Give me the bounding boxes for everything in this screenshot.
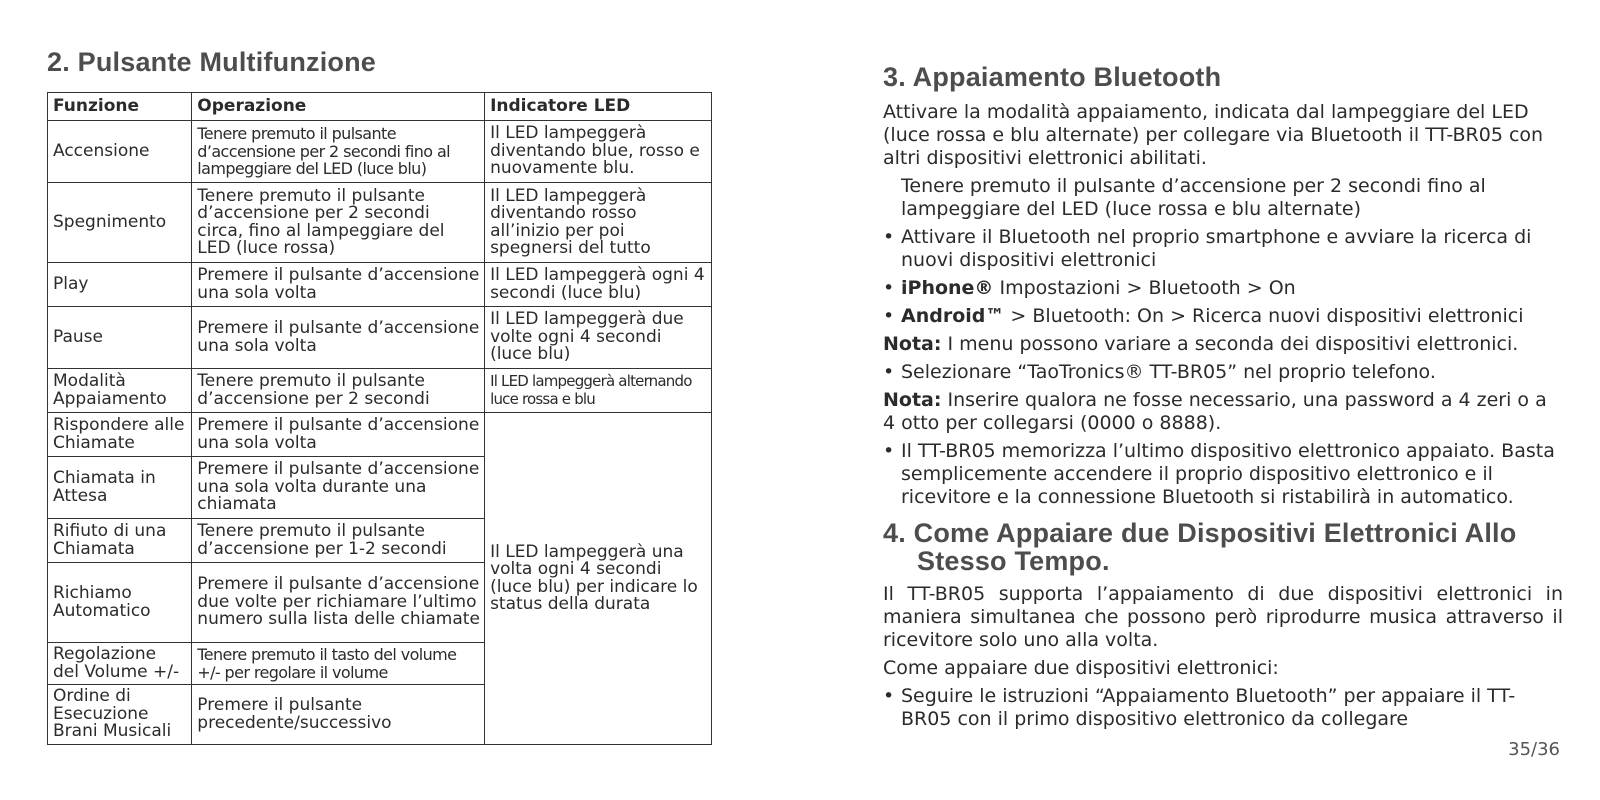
cell-operazione: Premere il pulsante d’accensione una sola volta [192, 263, 485, 307]
bullet: • [883, 685, 895, 707]
cell-operazione: Premere il pulsante precedente/successivo [192, 685, 485, 745]
cell-funzione: Accensione [48, 121, 192, 183]
cell-operazione: Premere il pulsante d’accensione una sola volta [192, 413, 485, 457]
right-page [883, 0, 1563, 800]
section-4-howto: Come appaiare due dispositivi elettronici: [883, 657, 1279, 679]
cell-operazione: Tenere premuto il pulsante d’accensione per 2 secondi [192, 369, 485, 413]
list-item: • Selezionare “TaoTronics® TT-BR05” nel proprio telefono. [883, 361, 1436, 383]
cell-led: Il LED lampeggerà due volte ogni 4 secondi (luce blu) [485, 307, 712, 369]
column-header-operazione: Operazione [192, 93, 485, 121]
android-label: Android™ [901, 305, 1005, 327]
list-item: • Android™ > Bluetooth: On > Ricerca nuovi dispositivi elettronici [883, 305, 1524, 327]
list-item: • iPhone® Impostazioni > Bluetooth > On [883, 277, 1296, 299]
cell-funzione: Pause [48, 307, 192, 369]
table-row [48, 263, 712, 307]
cell-operazione: Premere il pulsante d’accensione una sola volta durante una chiamata [192, 457, 485, 519]
table-header-row [48, 93, 712, 121]
cell-operazione: Tenere premuto il pulsante d’accensione per 2 secondi circa, fino al lampeggiare del LED (luce rossa) [192, 183, 485, 263]
section-4-list [883, 685, 1563, 731]
bullet: • [883, 277, 895, 299]
list-item: • Il TT-BR05 memorizza l’ultimo dispositivo elettronico appaiato. Basta semplicemente accendere il proprio dispositivo elettronico e il ricevitore e la connessione Bluetooth si ristabilirà in automatico. [883, 440, 1555, 508]
cell-funzione: Chiamata in Attesa [48, 457, 192, 519]
page-number: 35/36 [1508, 739, 1560, 760]
memory-list [883, 440, 1563, 509]
pairing-steps-list [883, 175, 1563, 328]
section-2-heading: 2. Pulsante Multifunzione [47, 47, 377, 77]
note-2: Nota: Inserire qualora ne fosse necessario, una password a 4 zeri o a 4 otto per collegarsi (0000 o 8888). [883, 389, 1547, 434]
cell-funzione: Richiamo Automatico [48, 563, 192, 643]
bullet: • [883, 305, 895, 327]
table-row [48, 121, 712, 183]
cell-led: Il LED lampeggerà alternando luce rossa e blu [485, 369, 712, 413]
cell-funzione: Regolazione del Volume +/- [48, 643, 192, 685]
cell-operazione: Premere il pulsante d’accensione una sola volta [192, 307, 485, 369]
cell-operazione: Tenere premuto il pulsante d’accensione per 1-2 secondi [192, 519, 485, 563]
cell-funzione: Spegnimento [48, 183, 192, 263]
cell-funzione: Rispondere alle Chiamate [48, 413, 192, 457]
cell-operazione: Premere il pulsante d’accensione due volte per richiamare l’ultimo numero sulla lista delle chiamate [192, 563, 485, 643]
cell-operazione: Tenere premuto il pulsante d’accensione per 2 secondi fino al lampeggiare del LED (luce blu) [192, 121, 485, 183]
cell-funzione: Modalità Appaiamento [48, 369, 192, 413]
section-4-heading: 4. Come Appaiare due Dispositivi Elettronici Allo Stesso Tempo. [883, 518, 1517, 576]
iphone-label: iPhone® [901, 277, 994, 299]
left-page [47, 0, 717, 800]
cell-led: Il LED lampeggerà diventando rosso all’inizio per poi spegnersi del tutto [485, 183, 712, 263]
list-item: Tenere premuto il pulsante d’accensione per 2 secondi fino al lampeggiare del LED (luce rossa e blu alternate) [901, 175, 1486, 220]
bullet: • [883, 440, 895, 462]
section-3-heading: 3. Appaiamento Bluetooth [883, 62, 1222, 92]
cell-led-merged: Il LED lampeggerà una volta ogni 4 secondi (luce blu) per indicare lo status della durata [485, 413, 712, 745]
cell-funzione: Ordine di Esecuzione Brani Musicali [48, 685, 192, 745]
cell-operazione: Tenere premuto il tasto del volume +/- per regolare il volume [192, 643, 485, 685]
bullet: • [883, 226, 895, 248]
bullet: • [883, 361, 895, 383]
cell-led: Il LED lampeggerà diventando blue, rosso e nuovamente blu. [485, 121, 712, 183]
table-row [48, 413, 712, 457]
section-4-paragraph: Il TT-BR05 supporta l’appaiamento di due dispositivi elettronici in maniera simultanea che possono però riprodurre musica attraverso il ricevitore solo uno alla volta. [883, 583, 1563, 651]
table-row [48, 369, 712, 413]
column-header-funzione: Funzione [48, 93, 192, 121]
list-item: • Attivare il Bluetooth nel proprio smartphone e avviare la ricerca di nuovi dispositivi elettronici [883, 226, 1532, 271]
note-1: Nota: I menu possono variare a seconda dei dispositivi elettronici. [883, 333, 1519, 355]
cell-led: Il LED lampeggerà ogni 4 secondi (luce blu) [485, 263, 712, 307]
table-row [48, 183, 712, 263]
list-item: • Seguire le istruzioni “Appaiamento Bluetooth” per appaiare il TT-BR05 con il primo dispositivo elettronico da collegare [883, 685, 1516, 730]
section-3-intro: Attivare la modalità appaiamento, indicata dal lampeggiare del LED (luce rossa e blu alternate) per collegare via Bluetooth il TT-BR05 con altri dispositivi elettronici abilitati. [883, 101, 1544, 169]
select-device-list [883, 361, 1563, 384]
table-row [48, 307, 712, 369]
column-header-indicatore-led: Indicatore LED [485, 93, 712, 121]
cell-funzione: Rifiuto di una Chiamata [48, 519, 192, 563]
cell-funzione: Play [48, 263, 192, 307]
multifunction-button-table [47, 92, 712, 745]
